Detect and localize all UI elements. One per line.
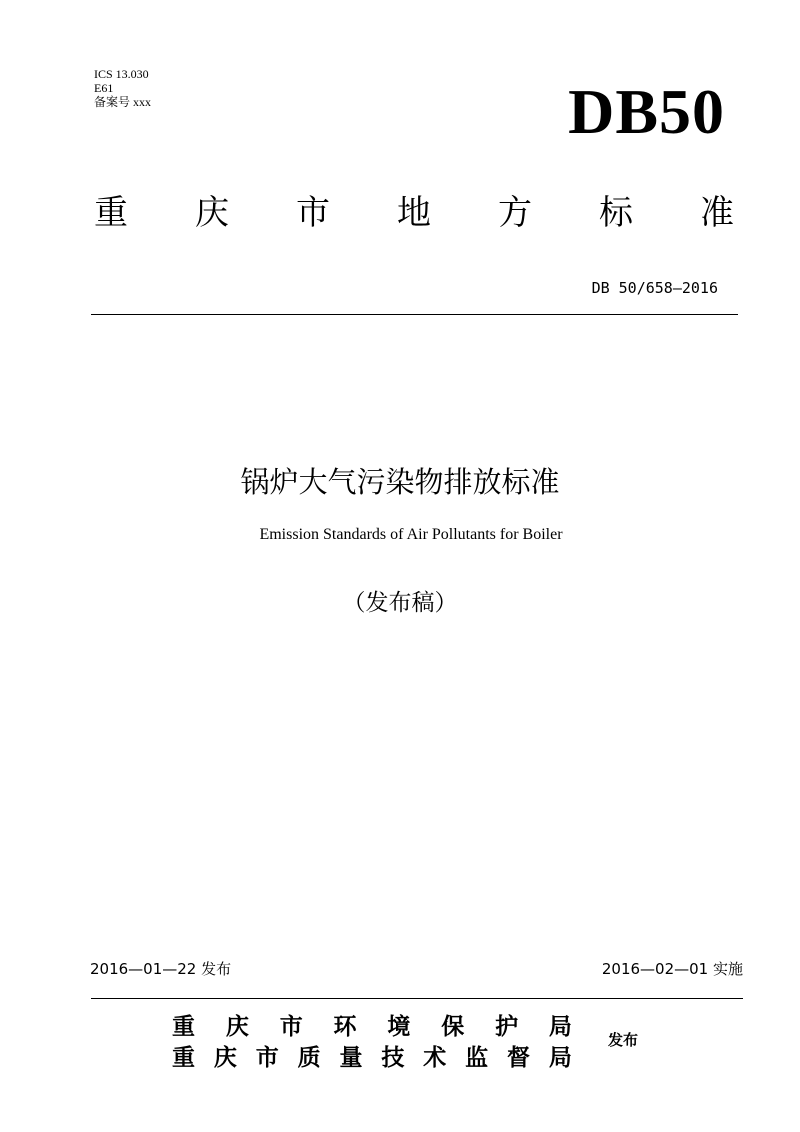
filing-number: 备案号 xxx: [94, 95, 152, 109]
issuer-char: 质: [297, 1045, 321, 1071]
standard-type-char: 准: [700, 193, 734, 233]
standard-type-char: 方: [498, 193, 532, 233]
standard-type-char: 市: [296, 193, 330, 233]
issuer-char: 护: [495, 1014, 519, 1040]
issuer-char: 技: [381, 1045, 405, 1071]
standard-type-char: 地: [397, 193, 431, 233]
title-english: Emission Standards of Air Pollutants for Boiler: [259, 526, 563, 543]
standard-type-heading: [94, 190, 734, 236]
issuer-char: 保: [441, 1014, 465, 1040]
issuer-quality-bureau: [172, 1043, 572, 1073]
classification-code: E61: [94, 81, 114, 95]
ics-code: ICS 13.030: [94, 67, 149, 81]
title-chinese: 锅炉大气污染物排放标准: [240, 465, 560, 499]
standard-number: DB 50/658—2016: [591, 279, 718, 297]
issuer-environmental-bureau: [172, 1012, 572, 1042]
issuer-char: 境: [387, 1014, 411, 1040]
standard-type-char: 庆: [195, 193, 229, 233]
issuer-char: 局: [548, 1045, 572, 1071]
issuer-char: 庆: [225, 1014, 249, 1040]
issued-label: 发布: [608, 1031, 639, 1049]
issuer-char: 术: [423, 1045, 447, 1071]
issuer-char: 监: [465, 1045, 489, 1071]
issuer-char: 局: [548, 1014, 572, 1040]
top-divider: [91, 314, 738, 315]
db-code-logo: DB50: [568, 76, 725, 147]
issue-date: 2016—01—22 发布: [90, 960, 232, 978]
standard-type-char: 重: [94, 193, 128, 233]
issuer-char: 市: [279, 1014, 303, 1040]
issuer-char: 庆: [213, 1045, 237, 1071]
standard-type-char: 标: [599, 193, 633, 233]
issuer-char: 重: [172, 1045, 195, 1071]
issuer-char: 市: [255, 1045, 279, 1071]
issuer-char: 督: [507, 1045, 530, 1071]
issuer-char: 环: [333, 1014, 357, 1040]
draft-status: （发布稿）: [342, 590, 458, 616]
implementation-date: 2016—02—01 实施: [601, 960, 743, 978]
issuer-char: 重: [172, 1014, 195, 1040]
bottom-divider: [91, 998, 743, 999]
issuer-char: 量: [339, 1045, 363, 1071]
